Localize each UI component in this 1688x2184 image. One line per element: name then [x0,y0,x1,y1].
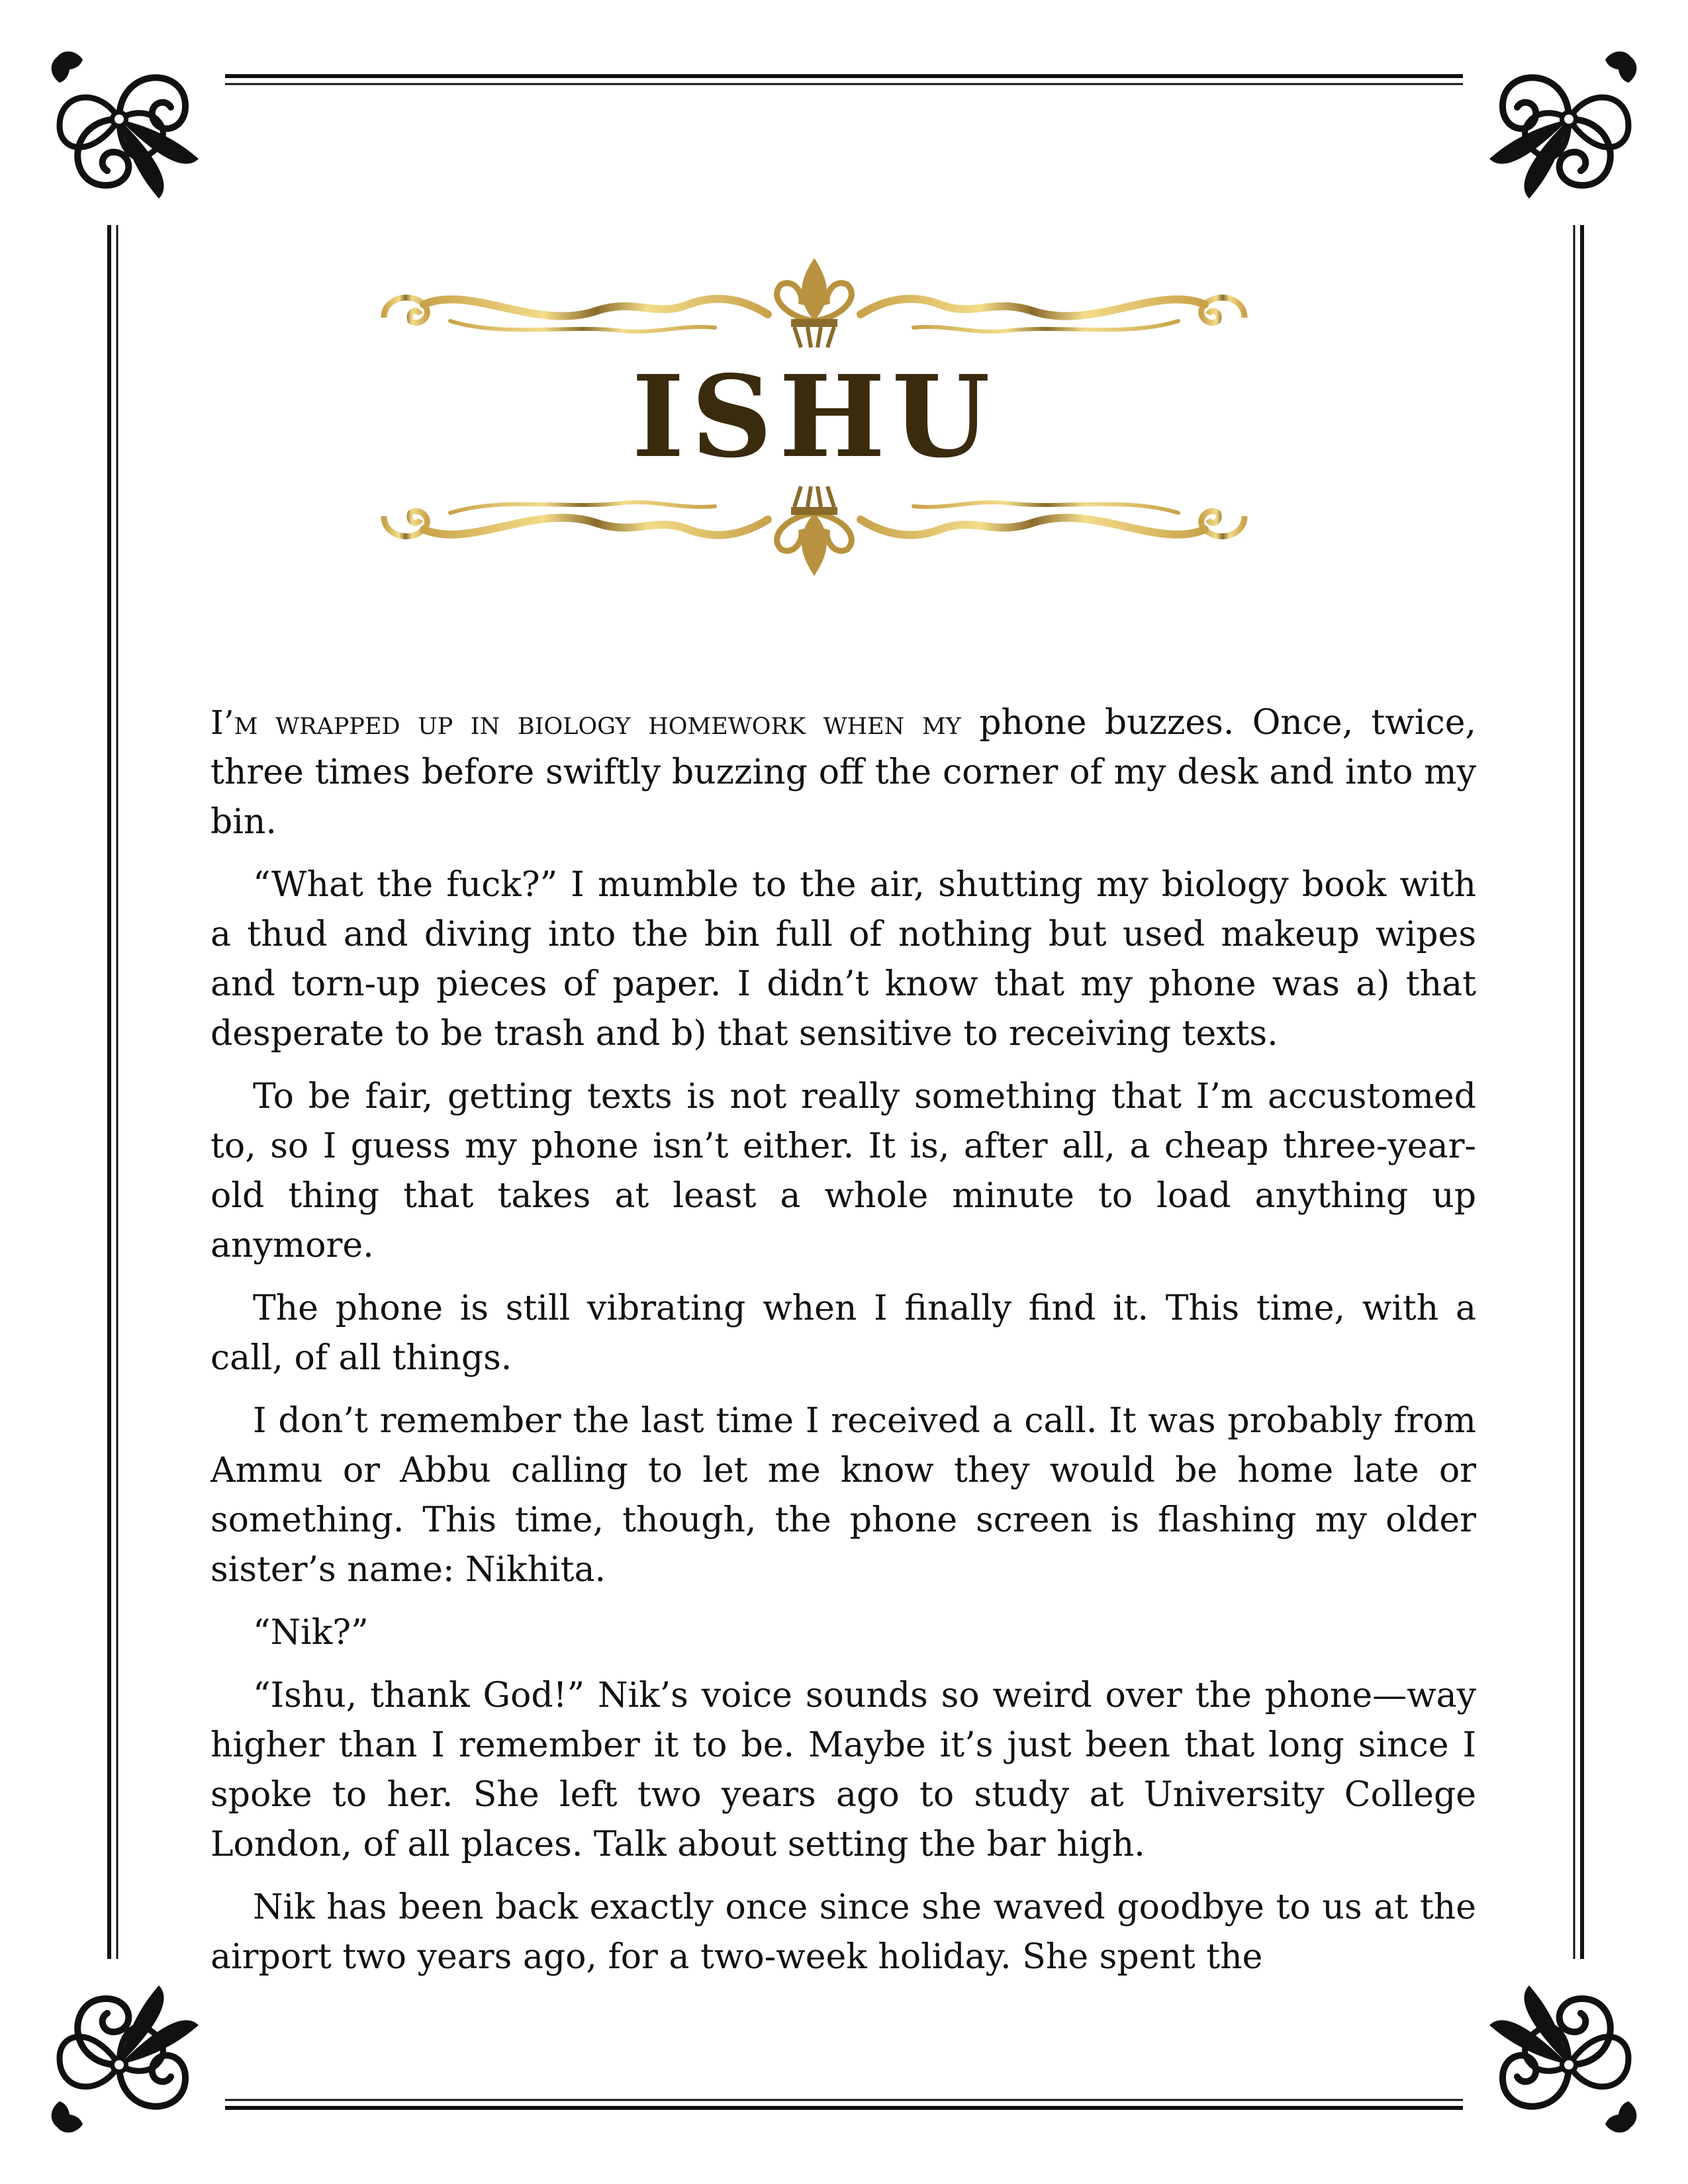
lead-in-small-caps: I’m wrapped up in biology homework when my [211,704,961,742]
opening-paragraph-text: phone buzzes. Once, twice, three times before swiftly buzzing off the corner of my desk and into my bin. [211,703,1476,842]
paragraph: Nik has been back exactly once since she waved goodbye to us at the airport two years ago, for a two-week holiday. She spent the [211,1888,1476,1977]
chapter-body [211,698,1476,1995]
chapter-heading [371,245,1258,589]
chapter-title: ISHU [632,351,997,483]
paragraph: The phone is still vibrating when I finally find it. This time, with a call, of all things. [211,1289,1476,1378]
opening-paragraph [211,698,1476,847]
paragraph: I don’t remember the last time I received a call. It was probably from Ammu or Abbu calling to let me know they would be home late or something. This time, though, the phone screen is flashing my older sister’s name: Nikhita. [211,1401,1476,1590]
paragraph: “Ishu, thank God!” Nik’s voice sounds so weird over the phone—way higher than I remember it to be. Maybe it’s just been that long since I spoke to her. She left two years ago to study at University College London, of all places. Talk about setting the bar high. [211,1676,1476,1864]
paragraph: To be fair, getting texts is not really something that I’m accustomed to, so I guess my phone isn’t either. It is, after all, a cheap three-year-old thing that takes at least a whole minute to load anything up anymore. [211,1077,1476,1265]
paragraph: “Nik?” [253,1613,369,1653]
paragraph: “What the fuck?” I mumble to the air, shutting my biology book with a thud and diving into the bin full of nothing but used makeup wipes and torn-up pieces of paper. I didn’t know that my phone was a) that desperate to be trash and b) that sensitive to receiving texts. [211,865,1476,1054]
